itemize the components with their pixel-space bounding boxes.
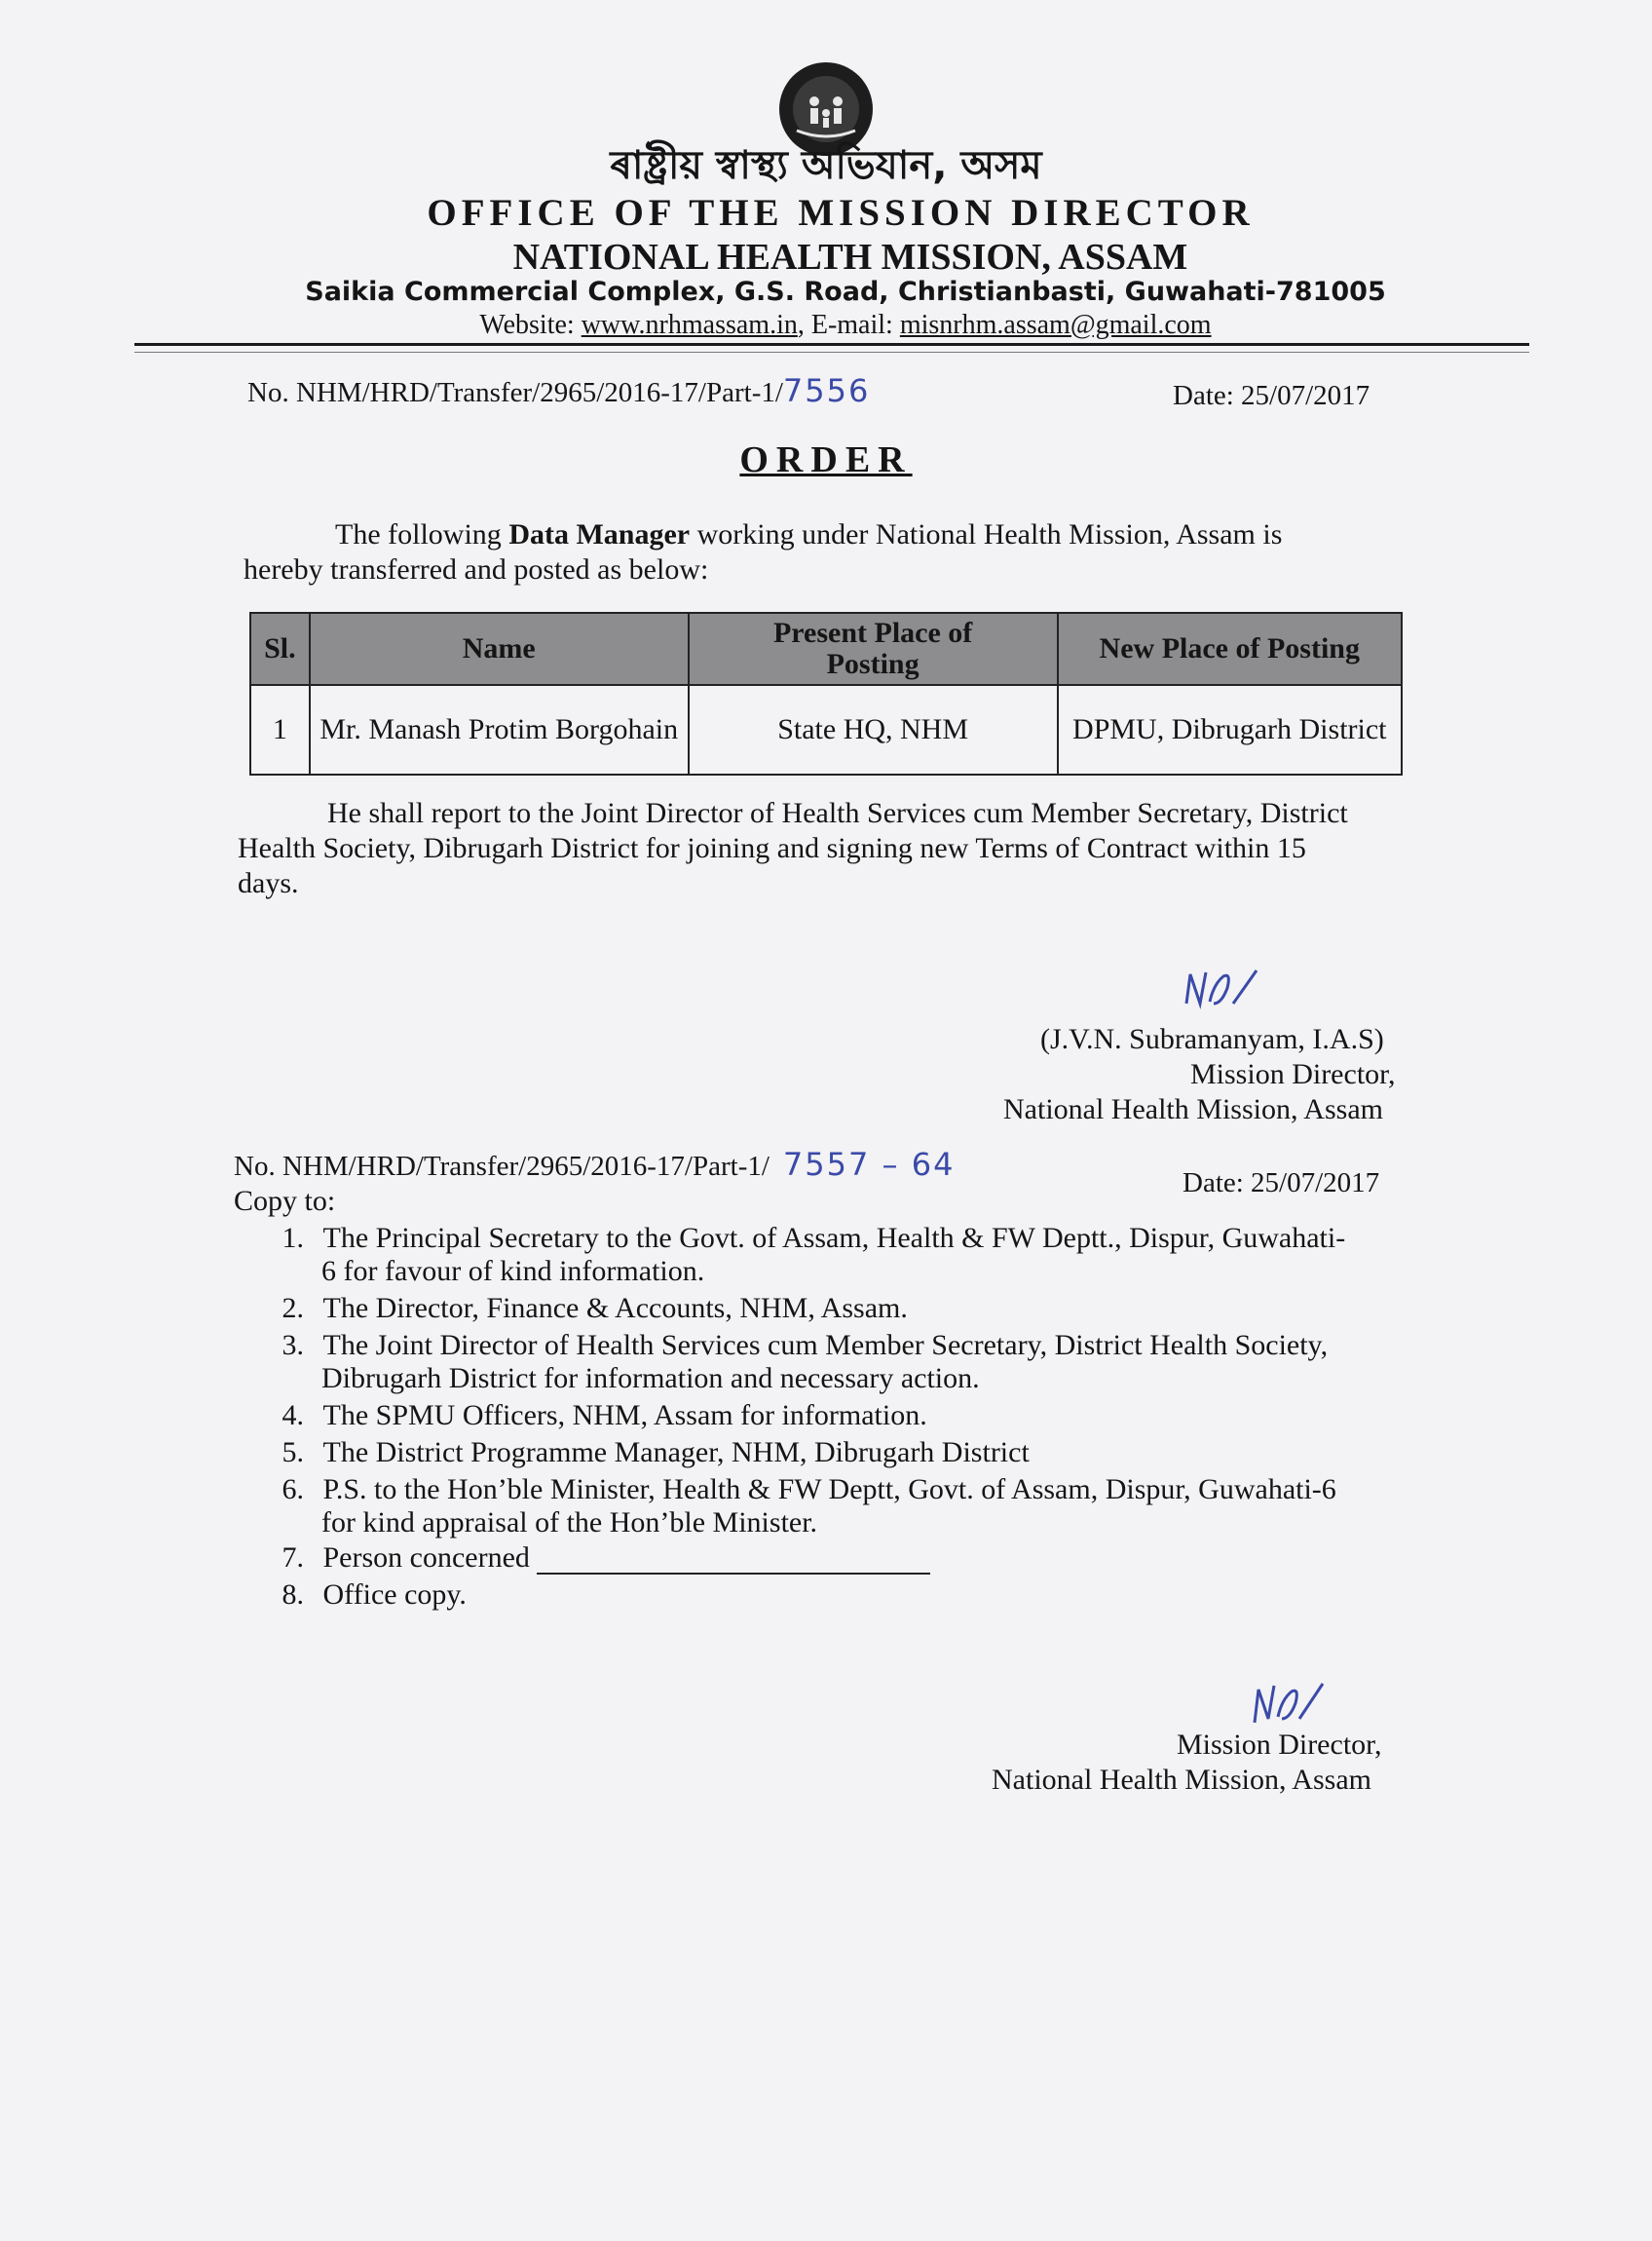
person-blank-line xyxy=(537,1547,930,1575)
order-title: ORDER xyxy=(739,439,913,480)
contact-line xyxy=(0,310,1652,341)
cell-present-posting: State HQ, NHM xyxy=(689,685,1058,775)
copy-item-3-cont: Dibrugarh District for information and necessary action. xyxy=(321,1362,980,1394)
copy-item-number: 5. xyxy=(282,1436,304,1468)
transfer-table xyxy=(249,612,1403,776)
copy-item-number: 8. xyxy=(282,1578,304,1611)
signatory-org: National Health Mission, Assam xyxy=(1003,1093,1383,1125)
copy-item-number: 2. xyxy=(282,1292,304,1324)
cell-name: Mr. Manash Protim Borgohain xyxy=(310,685,689,775)
copy-item-text: P.S. to the Hon’ble Minister, Health & FW Deptt, Govt. of Assam, Dispur, Guwahati-6 xyxy=(322,1473,1336,1505)
office-title: OFFICE OF THE MISSION DIRECTOR xyxy=(427,192,1255,234)
bengali-header: ৰাষ্ট্ৰীয় স্বাস্থ্য অভিযান, অসম xyxy=(610,143,1042,188)
table-header-row xyxy=(250,613,1402,685)
footer-designation: Mission Director, xyxy=(1177,1728,1382,1761)
footer-org: National Health Mission, Assam xyxy=(992,1764,1371,1796)
col-name: Name xyxy=(310,613,689,685)
website-link[interactable]: www.nrhmassam.in xyxy=(581,310,798,340)
copy-item-number: 3. xyxy=(282,1329,304,1361)
intro-text-rest: working under National Health Mission, Assam is xyxy=(690,518,1283,551)
copy-ref xyxy=(234,1146,955,1183)
cell-sl: 1 xyxy=(250,685,310,775)
website-label: Website: xyxy=(479,310,582,340)
copy-item-number: 4. xyxy=(282,1399,304,1431)
copy-item-5 xyxy=(269,1436,1030,1469)
copy-item-number: 6. xyxy=(282,1473,304,1505)
report-line1: He shall report to the Joint Director of Health Services cum Member Secretary, District xyxy=(327,797,1348,829)
col-new-posting: New Place of Posting xyxy=(1058,613,1402,685)
intro-role: Data Manager xyxy=(508,518,691,551)
header-rule xyxy=(134,343,1529,346)
email-link[interactable]: misnrhm.assam@gmail.com xyxy=(899,310,1212,340)
copy-ref-handwritten: 7557 – 64 xyxy=(782,1146,956,1183)
order-date: Date: 25/07/2017 xyxy=(1173,380,1370,411)
copy-item-2 xyxy=(269,1292,908,1325)
copy-item-text: Person concerned xyxy=(322,1541,530,1574)
col-sl: Sl. xyxy=(250,613,310,685)
copy-to-label: Copy to: xyxy=(234,1185,336,1217)
copy-item-text: The Director, Finance & Accounts, NHM, Assam. xyxy=(322,1292,908,1324)
signature-mark xyxy=(1179,965,1266,1019)
copy-item-6 xyxy=(269,1473,1336,1506)
intro-line2: hereby transferred and posted as below: xyxy=(244,553,709,586)
copy-item-text: The Principal Secretary to the Govt. of Assam, Health & FW Deptt., Dispur, Guwahati- xyxy=(322,1222,1346,1254)
copy-item-text: The District Programme Manager, NHM, Dibrugarh District xyxy=(322,1436,1030,1468)
copy-date: Date: 25/07/2017 xyxy=(1183,1167,1380,1198)
order-ref xyxy=(247,372,870,409)
copy-item-text: Office copy. xyxy=(322,1578,467,1611)
copy-item-number: 1. xyxy=(282,1222,304,1254)
copy-item-3 xyxy=(269,1329,1328,1362)
copy-item-1-cont: 6 for favour of kind information. xyxy=(321,1255,705,1287)
copy-item-1 xyxy=(269,1222,1345,1255)
cell-new-posting: DPMU, Dibrugarh District xyxy=(1058,685,1402,775)
copy-item-text: The SPMU Officers, NHM, Assam for information. xyxy=(322,1399,927,1431)
copy-item-7 xyxy=(269,1541,930,1575)
order-ref-number: No. NHM/HRD/Transfer/2965/2016-17/Part-1/ xyxy=(247,377,783,408)
copy-item-number: 7. xyxy=(282,1541,304,1574)
intro-text: The following xyxy=(335,518,509,551)
report-line2: Health Society, Dibrugarh District for joining and signing new Terms of Contract within 15 xyxy=(238,832,1306,864)
copy-item-text: The Joint Director of Health Services cum Member Secretary, District Health Society, xyxy=(322,1329,1329,1361)
email-label: , E-mail: xyxy=(797,310,900,340)
copy-item-4 xyxy=(269,1399,927,1432)
intro-line1 xyxy=(335,518,1282,551)
address: Saikia Commercial Complex, G.S. Road, Christianbasti, Guwahati-781005 xyxy=(305,277,1386,307)
mission-title: NATIONAL HEALTH MISSION, ASSAM xyxy=(512,237,1188,278)
col-present-posting: Present Place of Posting xyxy=(689,613,1058,685)
report-line3: days. xyxy=(238,867,299,899)
signatory-designation: Mission Director, xyxy=(1190,1058,1396,1090)
header-rule-thin xyxy=(134,352,1529,353)
footer-signature-mark xyxy=(1249,1676,1331,1732)
order-ref-handwritten: 7556 xyxy=(782,372,871,409)
copy-item-8 xyxy=(269,1578,467,1612)
copy-item-6-cont: for kind appraisal of the Hon’ble Minister. xyxy=(321,1506,818,1538)
copy-ref-number: No. NHM/HRD/Transfer/2965/2016-17/Part-1/ xyxy=(234,1151,770,1182)
signatory-name: (J.V.N. Subramanyam, I.A.S) xyxy=(1040,1023,1384,1055)
table-row xyxy=(250,685,1402,775)
